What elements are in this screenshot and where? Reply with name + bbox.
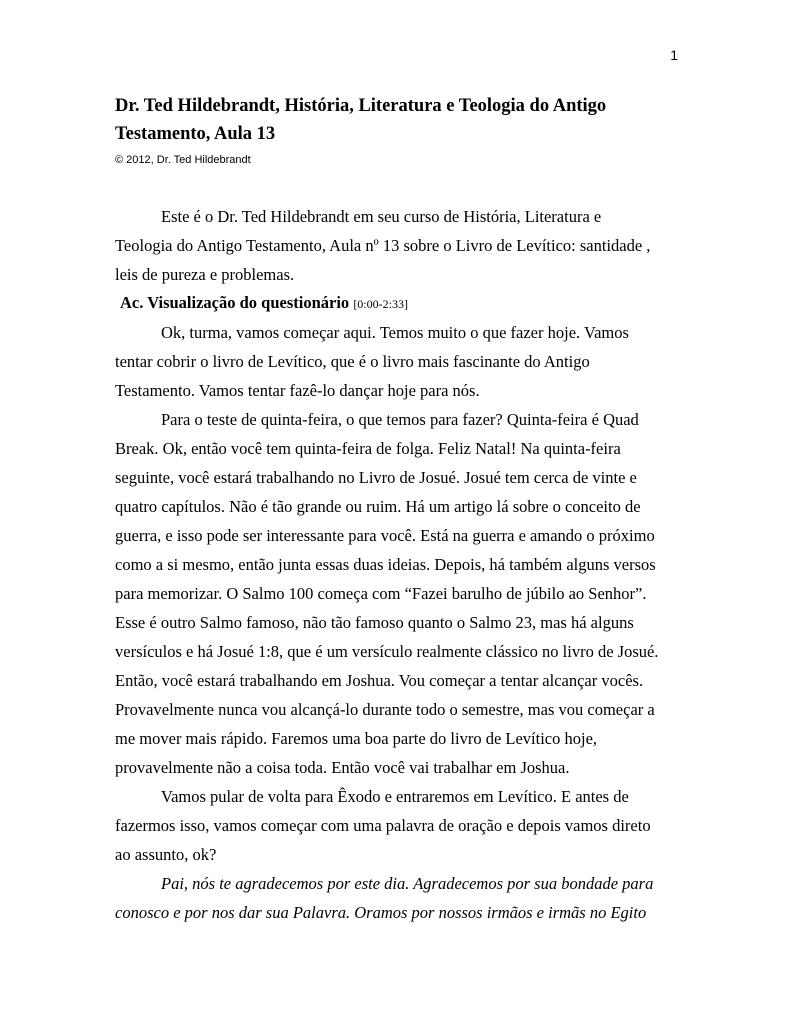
page-number: 1 bbox=[670, 47, 678, 63]
text-line: Teologia do Antigo Testamento, Aula nº 13 sobre o Livro de Levítico: santidade , bbox=[115, 236, 651, 255]
text-line: guerra, e isso pode ser interessante para você. Está na guerra e amando o próximo bbox=[115, 526, 655, 545]
paragraph-2 bbox=[115, 405, 685, 782]
text-line: quatro capítulos. Não é tão grande ou ruim. Há um artigo lá sobre o conceito de bbox=[115, 497, 641, 516]
document-title bbox=[115, 92, 685, 148]
title-line: Dr. Ted Hildebrandt, História, Literatura e Teologia do Antigo bbox=[115, 96, 607, 116]
document-body bbox=[115, 92, 685, 927]
section-heading bbox=[120, 289, 685, 318]
text-line: Para o teste de quinta-feira, o que temos para fazer? Quinta-feira é Quad bbox=[161, 410, 639, 429]
text-line: Break. Ok, então você tem quinta-feira de folga. Feliz Natal! Na quinta-feira bbox=[115, 439, 621, 458]
section-heading-text: Ac. Visualização do questionário bbox=[120, 293, 350, 312]
text-line: provavelmente não a coisa toda. Então você vai trabalhar em Joshua. bbox=[115, 758, 570, 777]
title-line: Testamento, Aula 13 bbox=[115, 124, 276, 144]
text-line: para memorizar. O Salmo 100 começa com “Fazei barulho de júbilo ao Senhor”. bbox=[115, 584, 647, 603]
text-line: Vamos pular de volta para Êxodo e entraremos em Levítico. E antes de bbox=[161, 787, 629, 806]
text-line: tentar cobrir o livro de Levítico, que é o livro mais fascinante do Antigo bbox=[115, 352, 590, 371]
intro-paragraph bbox=[115, 202, 685, 289]
section-timestamp: [0:00-2:33] bbox=[353, 297, 408, 311]
prayer-paragraph bbox=[115, 869, 685, 927]
text-line: Pai, nós te agradecemos por este dia. Agradecemos por sua bondade para bbox=[161, 874, 654, 893]
text-line: ao assunto, ok? bbox=[115, 845, 217, 864]
text-line: conosco e por nos dar sua Palavra. Oramos por nossos irmãos e irmãs no Egito bbox=[115, 903, 647, 922]
text-line: Provavelmente nunca vou alcançá-lo durante todo o semestre, mas vou começar a bbox=[115, 700, 655, 719]
text-line: leis de pureza e problemas. bbox=[115, 265, 295, 284]
text-line: fazermos isso, vamos começar com uma palavra de oração e depois vamos direto bbox=[115, 816, 651, 835]
copyright-notice: © 2012, Dr. Ted Hildebrandt bbox=[115, 154, 251, 166]
text-line: Ok, turma, vamos começar aqui. Temos muito o que fazer hoje. Vamos bbox=[161, 323, 629, 342]
text-line: Este é o Dr. Ted Hildebrandt em seu curso de História, Literatura e bbox=[161, 207, 602, 226]
text-line: versículos e há Josué 1:8, que é um versículo realmente clássico no livro de Josué. bbox=[115, 642, 659, 661]
text-line: Então, você estará trabalhando em Joshua. Vou começar a tentar alcançar vocês. bbox=[115, 671, 644, 690]
paragraph-3 bbox=[115, 782, 685, 869]
text-line: seguinte, você estará trabalhando no Livro de Josué. Josué tem cerca de vinte e bbox=[115, 468, 637, 487]
text-line: Testamento. Vamos tentar fazê-lo dançar hoje para nós. bbox=[115, 381, 480, 400]
text-line: como a si mesmo, então junta essas duas ideias. Depois, há também alguns versos bbox=[115, 555, 656, 574]
text-line: me mover mais rápido. Faremos uma boa parte do livro de Levítico hoje, bbox=[115, 729, 598, 748]
paragraph-1 bbox=[115, 318, 685, 405]
text-line: Esse é outro Salmo famoso, não tão famoso quanto o Salmo 23, mas há alguns bbox=[115, 613, 634, 632]
